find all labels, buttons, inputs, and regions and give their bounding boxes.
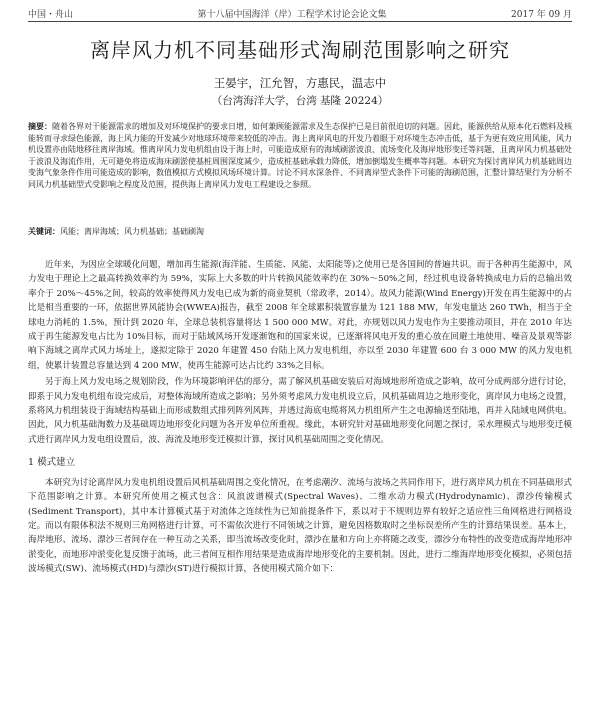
header-location: 中国・舟山 [28,9,74,20]
keywords-label: 关键词： [28,226,60,236]
running-header [28,6,572,20]
intro-paragraph-1: 近年来，为因应全球暖化问题，增加再生能源(海洋能、生质能、风能、太阳能等)之使用已是各国间的普遍共识。而于各种再生能源中，风力发电于理论上之最高转换效率约为 59%，实际上大多数的叶片转换风能效率约在 30%～50%之间，经过机电设备转换成电力后的总输出效率介于 20%～45%之间，较高的效率使得风力发电已成为新的商业契机（常政孝，2014）。故风力能源(Wind Energy)开发在再生能源中的占比是相当重要的一环，依据世界风能协会(WWEA)报告，截至 2008 年全球累积装置容量为 121 188 MW，年发电量达 260 TWh，相当于全球电力消耗的 1.5%，预计到 2020 年，全球总装机容量将达 1 500 000 MW。对此，亦规划以风力发电作为主要推动项目，并在 2010 年达成于再生能源发电占比为 10%目标，而对于陆域风场开发逐渐饱和的国家来说，已逐渐将风电开发的重心放在回避土地使用、噪音及景观等影响下海域之离岸式风力场址上，遂拟定除于 2020 年建置 450 台陆上风力发电机组，亦以至 2030 年建置 600 台 3 000 MW 的风力发电机组，使累计装置总容量达到 4 200 MW，使再生能源可达占比约 33%之目标。 [28,260,572,371]
section-paragraph-model: 本研究为讨论离岸风力发电机组设置后风机基础周围之变化情况，在考虑潮汐、流场与波场之共同作用下，进行离岸风力机在不同基础形式下范围影响之计算。本研究所使用之模式包含：风浪波谱模式(Spectral Waves)、二维水动力模式(Hydrodynamic)、漂沙传输模式(Sediment Transport)，其中本计算模式基于对流体之连续性为已知前提条件下，系以对于不规则边界有较好之适应性三角网格进行网格设定。而以有限体积法不规则三角网格进行计算，可不需依次进行不同领域之计算，避免因格数取时之坐标误差所产生的计算结果误差。基本上，海岸地形、流场、漂沙三者间存在一种互动之关系，即当流场改变化时，漂沙在量和方向上亦将随之改变，漂沙分布特性的改变造成海岸地形冲淤变化，而地形冲淤变化复反馈于流场，此三者间互相作用结果是造成海岸地形变化的主要机制。因此，进行二维海岸地形变化模拟，必须包括波场模式(SW)、流场模式(HD)与漂沙(ST)进行模拟计算，各使用模式简介如下： [28,477,572,575]
keywords [28,226,572,237]
intro-paragraph-2: 另于海上风力发电场之规划阶段，作为环境影响评估的部分，需了解风机基础安装后对海域地形所造成之影响，故可分成两部分进行讨论，即系于风力发电机组布设完成后，对整体海域所造成之影响；另外须考虑风力发电机设立后，风机基础周边之地形变化，离岸风力电场之设置，系将风力机组装设于海域结构基础上而形成数组式排列阵列风阵，并透过海底电缆将风力机组所产生之电源输送至陆地，再并入陆域电网供电。因此，风力机基础淘数力及基础周边地形变化问题为各开发单位所重视。缘此，本研究针对基础地形变化问题之探讨，采水理模式与地形变迁模式进行离岸风力发电组设置后，波、海流及地形变迁模拟计算，探讨风机基础周围之变化情况。 [28,377,572,445]
abstract-label: 摘要： [28,121,52,131]
body-text [28,258,572,579]
section-heading-model: 1 模式建立 [28,457,76,469]
keywords-text: 风能；离岸海域；风力机基础；基础刷淘 [60,227,204,236]
affiliation: （台湾海洋大学，台湾 基隆 20224） [211,95,389,107]
header-rule [28,21,572,22]
abstract [28,121,572,191]
author-list: 王晏宇，江允智，方惠民，温志中 [213,76,387,90]
paper-title: 离岸风力机不同基础形式淘刷范围影响之研究 [90,38,510,62]
abstract-text: 随着各界对干能源需求的增加及对环境保护的要求日增，如何兼顾能源需求及生态保护已是目前很迫切的问题。因此，能源供给从原本化石燃料及核能转而寻求绿色能源，海上风力能的开发减少对地球环境带来较低的冲击。海上离岸风电的开发乃着眼于对环境生态冲击低，基于为更有效应用风能，风力机设置亦由陆地移往离岸海域。惟离岸风力发电机组由设于海上时，可能造成原有的海域刷淤波浪、流场变化及海岸地形变迁等问题，且离岸风力机基础处于波浪及海流作用，无可避免将造成海床刷淤使基桩周围深度减少，造成桩基础承载力降低，增加倒塌发生概率等问题。本研究为探讨离岸风力机基础周边变海气象条件作用可能造成的影响，数值模拟方式模拟风场环境计算。讨论不同水深条件、不同离岸型式条件下可能的海刷范围，汇整计算结果行为分析不同风力机基础型式受影响之程度及范围，提供海上离岸风力发电工程建设之参照。 [28,122,572,189]
header-proceedings: 第十八届中国海洋（岸）工程学术讨论会论文集 [197,9,387,20]
header-date: 2017 年 09 月 [511,9,572,20]
